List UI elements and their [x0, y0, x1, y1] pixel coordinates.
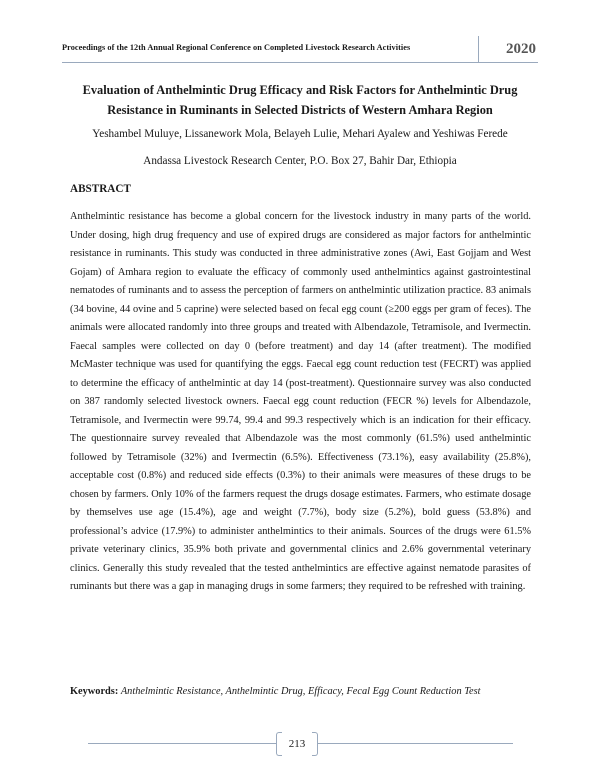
paper-title-line-1: Evaluation of Anthelmintic Drug Efficacy and Risk Factors for Anthelmintic Drug [82, 83, 518, 97]
page-number: 213 [288, 738, 306, 750]
keywords-text: Anthelmintic Resistance, Anthelmintic Drug, Efficacy, Fecal Egg Count Reduction Test [120, 686, 481, 697]
running-header [62, 36, 538, 62]
footer-rule-right [318, 743, 513, 744]
header-year: 2020 [478, 36, 538, 62]
keywords [70, 686, 540, 697]
affiliation: Andassa Livestock Research Center, P.O. Box 27, Bahir Dar, Ethiopia [143, 155, 457, 167]
keywords-label: Keywords: [70, 686, 119, 697]
footer-rule-left [88, 743, 276, 744]
proceedings-title: Proceedings of the 12th Annual Regional Conference on Completed Livestock Research Activities [62, 43, 411, 52]
header-divider [62, 62, 538, 63]
page-number-bracket-right [312, 732, 318, 756]
author-list: Yeshambel Muluye, Lissanework Mola, Belayeh Lulie, Mehari Ayalew and Yeshiwas Ferede [92, 128, 508, 140]
abstract-text: Anthelmintic resistance has become a global concern for the livestock industry in many parts of the world. Under dosing, high drug frequency and use of expired drugs are considered as major factors for anthelmintic resistance in ruminants. This study was conducted in three administrative zones (Awi, East Gojjam and West Gojam) of Amhara region to evaluate the efficacy of commonly used anthelmintics against gastrointestinal nematodes of ruminants and to assess the perception of farmers on anthelmintic utilization practice. 83 animals (34 bovine, 44 ovine and 5 caprine) were selected based on fecal egg count (≥200 eggs per gram of feces). The animals were allocated randomly into three groups and treated with Albendazole, Tetramisole, and Ivermectin. Faecal samples were collected on day 0 (before treatment) and day 14 (after treatment). The modified McMaster technique was used for quantifying the eggs. Faecal egg count reduction test (FECRT) was applied to determine the efficacy of anthelmintic at day 14 (post-treatment). Questionnaire survey was also conducted on 387 randomly selected livestock owners. Faecal egg count reduction (FECR %) levels for Albendazole, Tetramisole, and Ivermectin were 99.74, 99.4 and 99.3 respectively which is an indication for their efficacy. The questionnaire survey revealed that Albendazole was the most commonly (61.5%) used anthelmintic followed by Tetramisole (32%) and Ivermectin (6.5%). Effectiveness (73.1%), easy availability (25.8%), acceptable cost (0.8%) and reduced side effects (0.3%) to their animals were measures of these drugs to be chosen by farmers. Only 10% of the farmers request the drugs dosage estimates. Farmers, who estimate dosage by themselves use age (15.4%), age and weight (7.7%), body size (5.2%), bold guess (53.8%) and professional’s advice (17.9%) to administer anthelmintics to their animals. Sources of the drugs were 61.5% private veterinary clinics, 35.9% both private and governmental clinics and 2.6% governmental veterinary clinics. Generally this study revealed that the tested anthelmintics are effective against nematode parasites of ruminants but there was a gap in managing drugs in some farmers; they required to be refreshed with training. [70, 211, 531, 592]
paper-title [70, 80, 530, 120]
abstract-heading: ABSTRACT [70, 183, 131, 195]
paper-title-line-2: Resistance in Ruminants in Selected Districts of Western Amhara Region [107, 103, 493, 117]
